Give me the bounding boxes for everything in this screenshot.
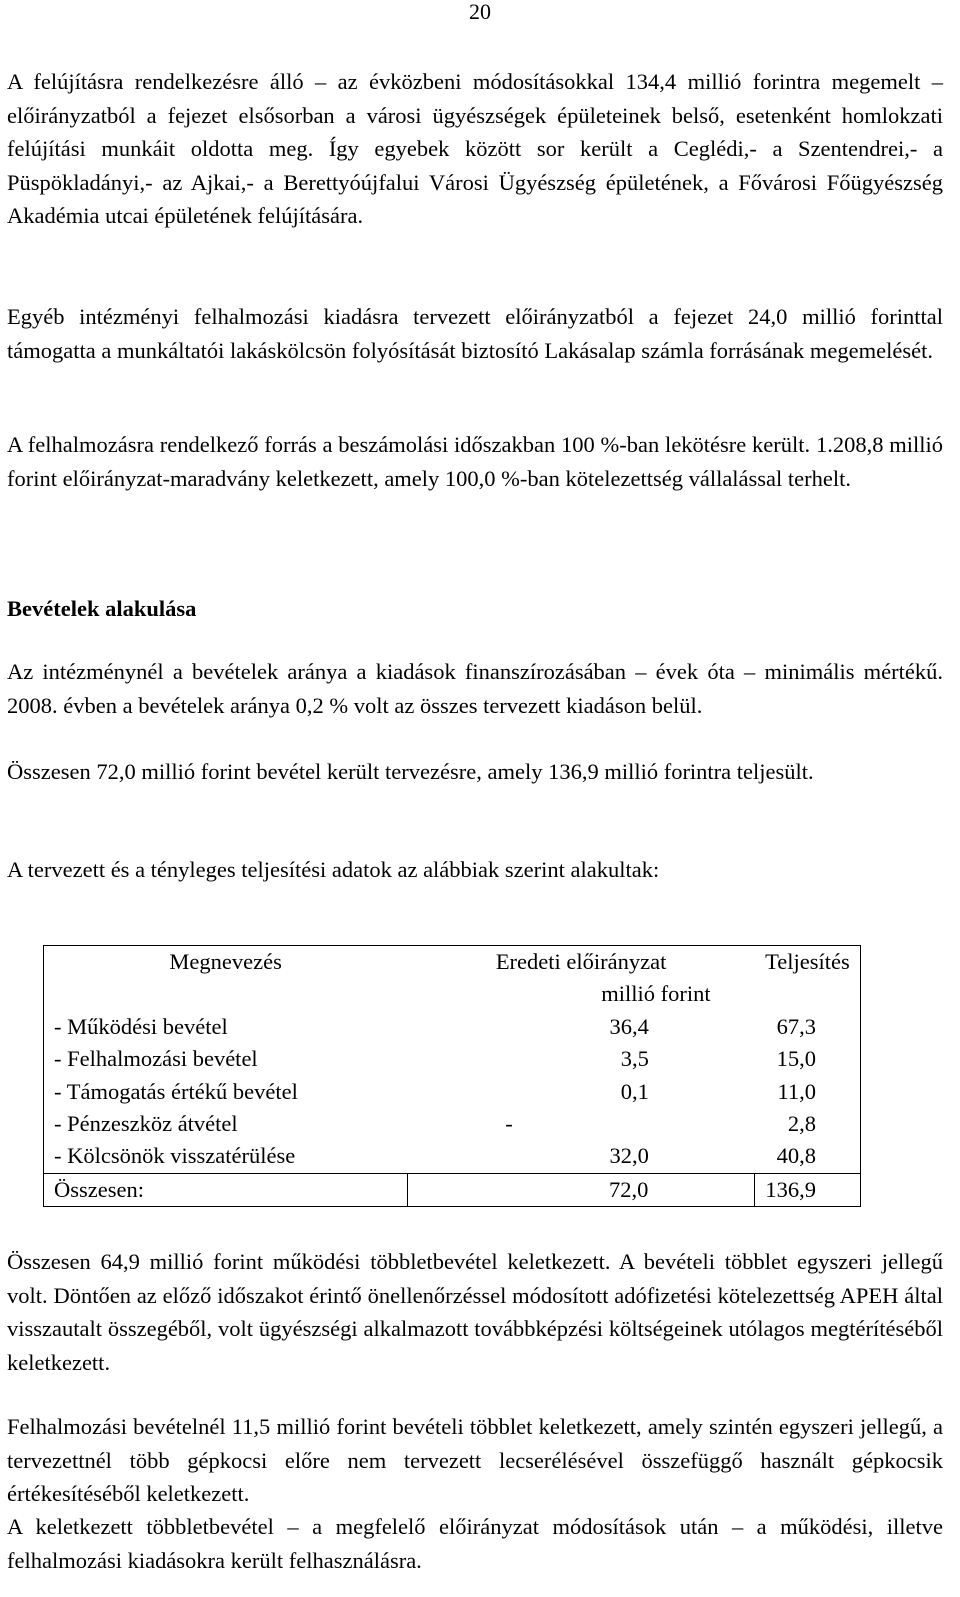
paragraph-surplus: Összesen 64,9 millió forint működési többletbevétel keletkezett. A bevételi többlet egyszeri jellegű volt. Döntően az előző időszakot érintő önellenőrzéssel módosított adófizetési kötelezettség APEH által visszautalt összegéből, volt ügyészségi alkalmazott továbbképzési költségeinek utólagos megtérítéséből keletkezett. xyxy=(7,1249,943,1375)
table-header-row xyxy=(44,946,861,979)
section-heading-revenues: Bevételek alakulása xyxy=(7,596,197,621)
row-label: - Támogatás értékű bevétel xyxy=(44,1076,408,1108)
row-actual: 67,3 xyxy=(755,1011,861,1043)
row-planned: 32,0 xyxy=(609,1143,649,1169)
row-label: - Pénzeszköz átvétel xyxy=(44,1108,408,1140)
row-planned: - xyxy=(505,1111,513,1137)
paragraph-capital-revenue: Felhalmozási bevételnél 11,5 millió forint bevételi többlet keletkezett, amely szintén egyszeri jellegű, a tervezettnél több gépkocsi előre nem tervezett lecserélésével összefüggő használt gépkocsik értékesítéséből keletkezett. xyxy=(7,1414,943,1507)
row-planned: 0,1 xyxy=(620,1078,649,1104)
row-actual: 15,0 xyxy=(755,1043,861,1075)
table-unit-row xyxy=(44,978,861,1010)
paragraph-revenue-ratio: Az intézménynél a bevételek aránya a kiadások finanszírozásában – évek óta – minimális mértékű. 2008. évben a bevételek aránya 0,2 % volt az összes tervezett kiadáson belül. xyxy=(7,659,943,718)
total-label: Összesen: xyxy=(44,1173,408,1206)
table-row xyxy=(44,1108,861,1140)
table-total-row xyxy=(44,1173,861,1206)
paragraph-renovation: A felújításra rendelkezésre álló – az évközbeni módosításokkal 134,4 millió forintra megemelt – előirányzatból a fejezet elsősorban a városi ügyészségek épületeinek belső, esetenként homlokzati felújítási munkáit oldotta meg. Így egyebek között sor került a Ceglédi,- a Szentendrei,- a Püspökladányi,- az Ajkai,- a Berettyóújfalui Városi Ügyészség épületének, a Fővárosi Főügyészség Akadémia utcai épületének felújítására. xyxy=(7,69,943,229)
total-planned: 72,0 xyxy=(407,1173,755,1206)
row-planned: 3,5 xyxy=(620,1046,649,1072)
table-row xyxy=(44,1140,861,1173)
row-label: - Felhalmozási bevétel xyxy=(44,1043,408,1075)
header-name: Megnevezés xyxy=(44,946,408,979)
row-actual: 2,8 xyxy=(755,1108,861,1140)
paragraph-capital-sources: A felhalmozásra rendelkező forrás a beszámolási időszakban 100 %-ban lekötésre került. 1.208,8 millió forint előirányzat-maradvány keletkezett, amely 100,0 %-ban kötelezettség vállalással terhelt. xyxy=(7,432,943,491)
header-actual: Teljesítés xyxy=(755,946,861,979)
row-actual: 40,8 xyxy=(755,1140,861,1173)
paragraph-housing-fund: Egyéb intézményi felhalmozási kiadásra tervezett előirányzatból a fejezet 24,0 millió forinttal támogatta a munkáltatói lakáskölcsön folyósítását biztosító Lakásalap számla forrásának megemelését. xyxy=(7,304,943,363)
unit-label: millió forint xyxy=(407,978,860,1010)
row-label: - Működési bevétel xyxy=(44,1011,408,1043)
row-planned: 36,4 xyxy=(609,1013,649,1039)
row-label: - Kölcsönök visszatérülése xyxy=(44,1140,408,1173)
table-row xyxy=(44,1076,861,1108)
paragraph-table-intro: A tervezett és a tényleges teljesítési adatok az alábbiak szerint alakultak: xyxy=(7,857,660,882)
page-number: 20 xyxy=(469,0,491,24)
header-planned: Eredeti előirányzat xyxy=(407,946,755,979)
row-actual: 11,0 xyxy=(755,1076,861,1108)
table-row xyxy=(44,1043,861,1075)
total-actual: 136,9 xyxy=(755,1173,861,1206)
revenue-table xyxy=(43,945,861,1207)
table-row xyxy=(44,1011,861,1043)
paragraph-revenue-total: Összesen 72,0 millió forint bevétel került tervezésre, amely 136,9 millió forintra teljesült. xyxy=(7,759,814,784)
paragraph-usage: A keletkezett többletbevétel – a megfelelő előirányzat módosítások után – a működési, illetve felhalmozási kiadásokra került felhasználásra. xyxy=(7,1514,943,1573)
